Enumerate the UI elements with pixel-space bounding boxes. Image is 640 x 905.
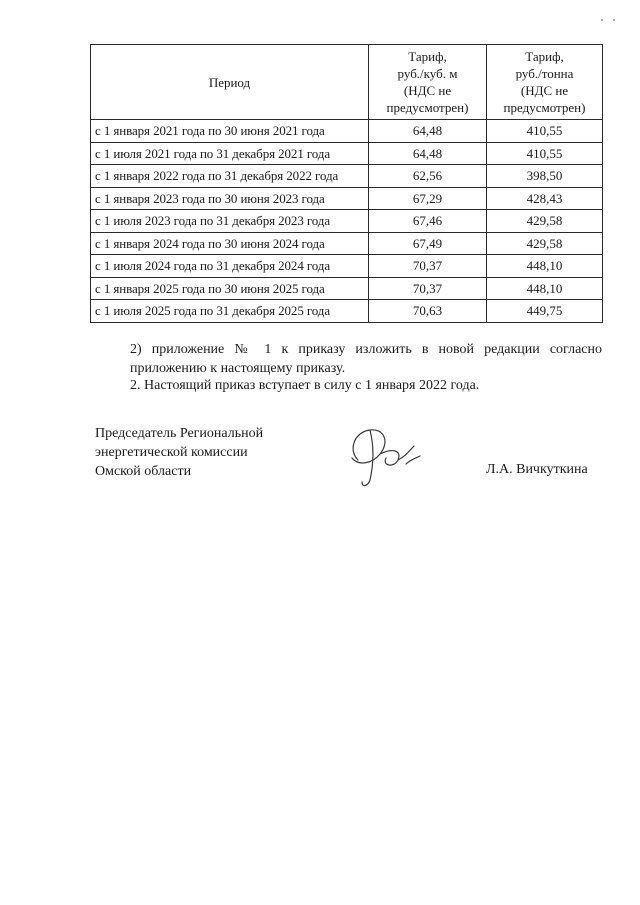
period-cell: с 1 июля 2023 года по 31 декабря 2023 года [91, 210, 369, 233]
table-row [91, 187, 603, 210]
period-cell: с 1 января 2024 года по 30 июня 2024 года [91, 232, 369, 255]
period-cell: с 1 июля 2024 года по 31 декабря 2024 года [91, 255, 369, 278]
header-line: руб./куб. м [397, 66, 458, 81]
table-header-row [91, 45, 603, 120]
table-row [91, 277, 603, 300]
header-line: Тариф, [525, 49, 564, 64]
scan-speck [613, 19, 615, 21]
table-row [91, 165, 603, 188]
header-tariff-per-ton [487, 45, 603, 120]
header-line: предусмотрен) [386, 100, 469, 115]
tariff-m3-cell: 62,56 [369, 165, 487, 188]
period-cell: с 1 января 2021 года по 30 июня 2021 года [91, 120, 369, 143]
table-row [91, 255, 603, 278]
signer-name: Л.А. Вичкуткина [486, 462, 588, 477]
header-line: (НДС не [403, 83, 452, 98]
tariff-ton-cell: 398,50 [487, 165, 603, 188]
signer-title-line: Председатель Региональной [95, 426, 264, 441]
tariff-m3-cell: 67,49 [369, 232, 487, 255]
tariff-ton-cell: 448,10 [487, 255, 603, 278]
tariff-ton-cell: 429,58 [487, 232, 603, 255]
period-cell: с 1 января 2023 года по 30 июня 2023 года [91, 187, 369, 210]
period-cell: с 1 июля 2021 года по 31 декабря 2021 года [91, 142, 369, 165]
paragraph-appendix-amendment [90, 340, 602, 378]
tariff-ton-cell: 410,55 [487, 142, 603, 165]
table-row [91, 142, 603, 165]
period-cell: с 1 января 2022 года по 31 декабря 2022 года [91, 165, 369, 188]
tariff-ton-cell: 429,58 [487, 210, 603, 233]
header-line: предусмотрен) [503, 100, 586, 115]
scan-speck [601, 19, 603, 21]
table-row [91, 300, 603, 323]
tariff-ton-cell: 448,10 [487, 277, 603, 300]
table-row [91, 232, 603, 255]
header-line: (НДС не [520, 83, 569, 98]
tariff-m3-cell: 67,29 [369, 187, 487, 210]
table-row [91, 120, 603, 143]
tariff-ton-cell: 428,43 [487, 187, 603, 210]
header-line: Тариф, [408, 49, 447, 64]
paragraph-text: 2. Настоящий приказ вступает в силу с 1 января 2022 года. [130, 378, 480, 393]
period-cell: с 1 июля 2025 года по 31 декабря 2025 года [91, 300, 369, 323]
tariff-m3-cell: 70,63 [369, 300, 487, 323]
handwritten-signature [340, 420, 430, 492]
tariff-m3-cell: 64,48 [369, 120, 487, 143]
tariff-m3-cell: 64,48 [369, 142, 487, 165]
header-line: руб./тонна [515, 66, 574, 81]
paragraph-text: 2) приложение № 1 к приказу изложить в новой редакции согласно приложению к настоящему приказу. [130, 342, 602, 376]
period-cell: с 1 января 2025 года по 30 июня 2025 года [91, 277, 369, 300]
signer-title-line: энергетической комиссии [95, 445, 248, 460]
signer-title-line: Омской области [95, 464, 192, 479]
tariff-ton-cell: 449,75 [487, 300, 603, 323]
header-period: Период [91, 45, 369, 120]
tariff-table [90, 44, 603, 323]
tariff-m3-cell: 70,37 [369, 255, 487, 278]
table-row [91, 210, 603, 233]
signer-title [95, 424, 263, 481]
tariff-ton-cell: 410,55 [487, 120, 603, 143]
paragraph-effective-date [90, 376, 602, 395]
tariff-m3-cell: 70,37 [369, 277, 487, 300]
tariff-m3-cell: 67,46 [369, 210, 487, 233]
header-tariff-per-m3 [369, 45, 487, 120]
